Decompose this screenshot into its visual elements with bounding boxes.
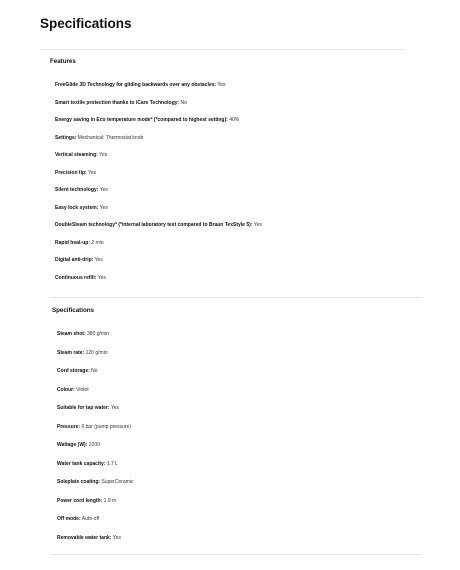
spec-label: Easy lock system: xyxy=(55,204,99,211)
spec-value: 6 bar (pump pressure) xyxy=(81,423,131,430)
spec-value: 2200 xyxy=(88,442,100,448)
spec-value: 1.9 m xyxy=(103,497,117,504)
spec-label: Soleplate coating: xyxy=(57,479,101,485)
spec-value: Yes xyxy=(253,222,262,228)
list-item xyxy=(55,117,239,124)
spec-label: DoubleSteam technology* (*internal laboratory test compared to Braun TexStyle 5): xyxy=(55,222,253,228)
spec-value: Auto-off xyxy=(81,516,100,522)
spec-label: Cord storage: xyxy=(57,368,90,374)
spec-label: Steam shot: xyxy=(57,331,86,337)
list-item xyxy=(57,368,98,375)
spec-label: Power cord length: xyxy=(57,497,103,504)
list-item xyxy=(57,535,121,542)
list-item xyxy=(57,498,116,505)
spec-label: Wattage (W): xyxy=(57,442,88,448)
list-item xyxy=(55,170,96,177)
spec-value: Yes xyxy=(88,169,97,176)
spec-label: Rapid heat-up: xyxy=(55,239,90,246)
list-item xyxy=(57,461,118,468)
spec-label: Water tank capacity: xyxy=(57,460,106,467)
list-item xyxy=(55,82,226,89)
list-item xyxy=(57,350,108,357)
list-item xyxy=(57,424,131,431)
spec-value: 120 g/min xyxy=(85,349,108,356)
spec-value: 1.7 L xyxy=(106,460,118,467)
spec-label: Precision tip: xyxy=(55,169,87,176)
spec-value: Violet xyxy=(76,386,89,393)
spec-label: Continuous refill: xyxy=(55,274,97,281)
list-item xyxy=(57,516,99,523)
list-item xyxy=(55,135,143,142)
spec-label: Colour: xyxy=(57,386,75,393)
spec-value: Yes xyxy=(99,152,108,158)
spec-label: Digital anti-drip: xyxy=(55,257,94,263)
spec-value: 2 min xyxy=(91,239,104,246)
section-title-specifications: Specifications xyxy=(52,307,94,314)
spec-label: Suitable for tap water: xyxy=(57,405,110,411)
list-item xyxy=(55,257,103,264)
spec-value: Yes xyxy=(217,82,226,88)
section-title-features: Features xyxy=(50,58,76,65)
list-item xyxy=(57,442,100,449)
spec-label: Steam rate: xyxy=(57,349,85,356)
spec-value: No xyxy=(180,99,187,106)
spec-value: 380 g/min xyxy=(87,331,109,337)
spec-value: Mechanical: Thermostat knob xyxy=(77,134,144,141)
section-divider-bottom xyxy=(50,554,422,555)
list-item xyxy=(57,387,89,394)
spec-value: Yes xyxy=(97,274,106,281)
list-item xyxy=(57,479,133,486)
spec-value: 40% xyxy=(229,117,240,123)
spec-value: No xyxy=(91,368,98,374)
spec-label: Smart textile protection thanks to iCare Technology: xyxy=(55,99,180,106)
list-item xyxy=(57,331,109,338)
list-item xyxy=(55,100,187,107)
spec-value: SuperCeramic xyxy=(101,479,134,485)
spec-value: Yes xyxy=(110,405,119,411)
spec-value: Yes xyxy=(94,257,103,263)
spec-label: Pressure: xyxy=(57,423,81,430)
spec-label: FreeGlide 3D Technology for gliding backwards over any obstacles: xyxy=(55,82,217,88)
spec-value: Yes xyxy=(99,204,108,211)
spec-label: Silent technology: xyxy=(55,187,99,193)
spec-label: Removable water tank: xyxy=(57,534,112,541)
list-item xyxy=(55,240,104,247)
page-title: Specifications xyxy=(40,16,132,31)
spec-label: Energy saving in Eco temperature mode* (*compared to highest setting): xyxy=(55,117,228,123)
spec-value: Yes xyxy=(99,187,108,193)
spec-label: Vertical steaming: xyxy=(55,152,98,158)
list-item xyxy=(55,222,262,229)
spec-label: Settings: xyxy=(55,134,77,141)
spec-value: Yes xyxy=(112,534,121,541)
list-item xyxy=(55,152,107,159)
section-divider-middle xyxy=(50,297,422,298)
list-item xyxy=(55,275,106,282)
section-divider-top xyxy=(40,49,405,50)
list-item xyxy=(57,405,119,412)
spec-label: Off mode: xyxy=(57,516,81,522)
list-item xyxy=(55,187,108,194)
list-item xyxy=(55,205,108,212)
